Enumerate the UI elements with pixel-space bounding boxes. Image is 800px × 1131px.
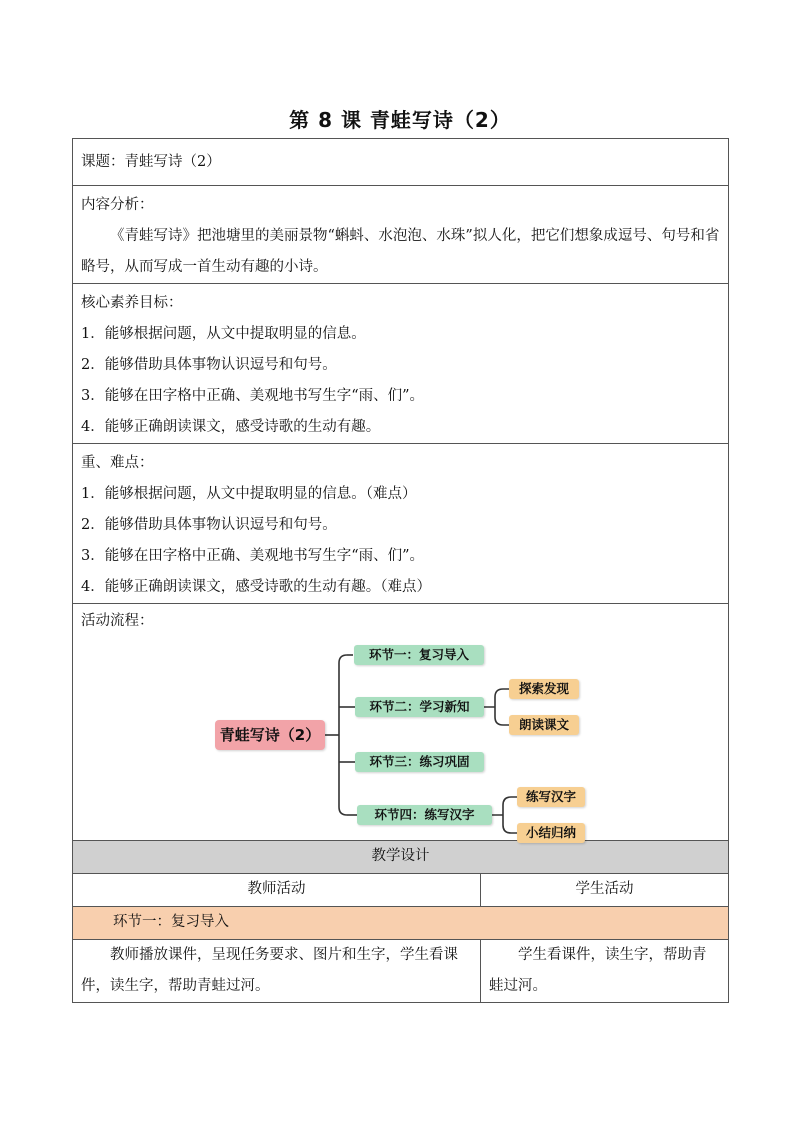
activity-flow-cell	[73, 604, 729, 841]
page-title: 第 8 课 青蛙写诗（2）	[289, 108, 511, 132]
core-goal-item: 2．能够借助具体事物认识逗号和句号。	[81, 357, 337, 373]
core-goals-cell	[73, 284, 729, 444]
mind-map	[81, 637, 720, 840]
core-goal-item: 4．能够正确朗读课文，感受诗歌的生动有趣。	[81, 419, 381, 435]
key-point-item: 1．能够根据问题，从文中提取明显的信息。（难点）	[81, 486, 417, 502]
lesson-plan-table	[72, 138, 728, 1003]
branch-node-1: 环节一：复习导入	[354, 645, 484, 665]
content-analysis-cell	[73, 186, 729, 284]
student-activity-header: 学生活动	[481, 874, 729, 907]
topic-cell	[73, 139, 729, 186]
student-activity-text: 学生看课件，读生字，帮助青蛙过河。	[489, 947, 707, 994]
activity-flow-heading: 活动流程：	[81, 613, 154, 629]
leaf-node: 练写汉字	[517, 787, 585, 807]
leaf-node: 小结归纳	[517, 823, 585, 843]
core-goals-heading: 核心素养目标：	[81, 295, 183, 311]
branch-node-2: 环节二：学习新知	[355, 697, 484, 717]
branch-node-4: 环节四：练写汉字	[357, 805, 492, 825]
core-goal-item: 1．能够根据问题，从文中提取明显的信息。	[81, 326, 366, 342]
content-analysis-body: 《青蛙写诗》把池塘里的美丽景物“蝌蚪、水泡泡、水珠”拟人化，把它们想象成逗号、句号和省略号，从而写成一首生动有趣的小诗。	[81, 228, 720, 275]
student-activity-cell	[481, 940, 729, 1003]
teacher-activity-text: 教师播放课件，呈现任务要求、图片和生字，学生看课件，读生字，帮助青蛙过河。	[81, 947, 458, 994]
key-points-heading: 重、难点：	[81, 455, 154, 471]
branch-node-3: 环节三：练习巩固	[355, 752, 484, 772]
connector-sub-4	[492, 797, 517, 833]
key-point-item: 3．能够在田字格中正确、美观地书写生字“雨、们”。	[81, 548, 425, 564]
mind-map-root: 青蛙写诗（2）	[215, 720, 325, 750]
core-goal-item: 3．能够在田字格中正确、美观地书写生字“雨、们”。	[81, 388, 425, 404]
key-points-cell	[73, 444, 729, 604]
teacher-activity-header: 教师活动	[73, 874, 481, 907]
teaching-design-header: 教学设计	[73, 841, 729, 874]
teacher-activity-cell	[73, 940, 481, 1003]
key-point-item: 2．能够借助具体事物认识逗号和句号。	[81, 517, 337, 533]
connector-trunk	[339, 655, 347, 815]
key-point-item: 4．能够正确朗读课文，感受诗歌的生动有趣。（难点）	[81, 579, 431, 595]
topic-text: 课题：青蛙写诗（2）	[81, 154, 221, 170]
content-analysis-heading: 内容分析：	[81, 197, 154, 213]
leaf-node: 朗读课文	[509, 715, 579, 735]
leaf-node: 探索发现	[509, 679, 579, 699]
section-1-label: 环节一：复习导入	[73, 907, 729, 940]
connector-sub-2	[484, 689, 509, 725]
